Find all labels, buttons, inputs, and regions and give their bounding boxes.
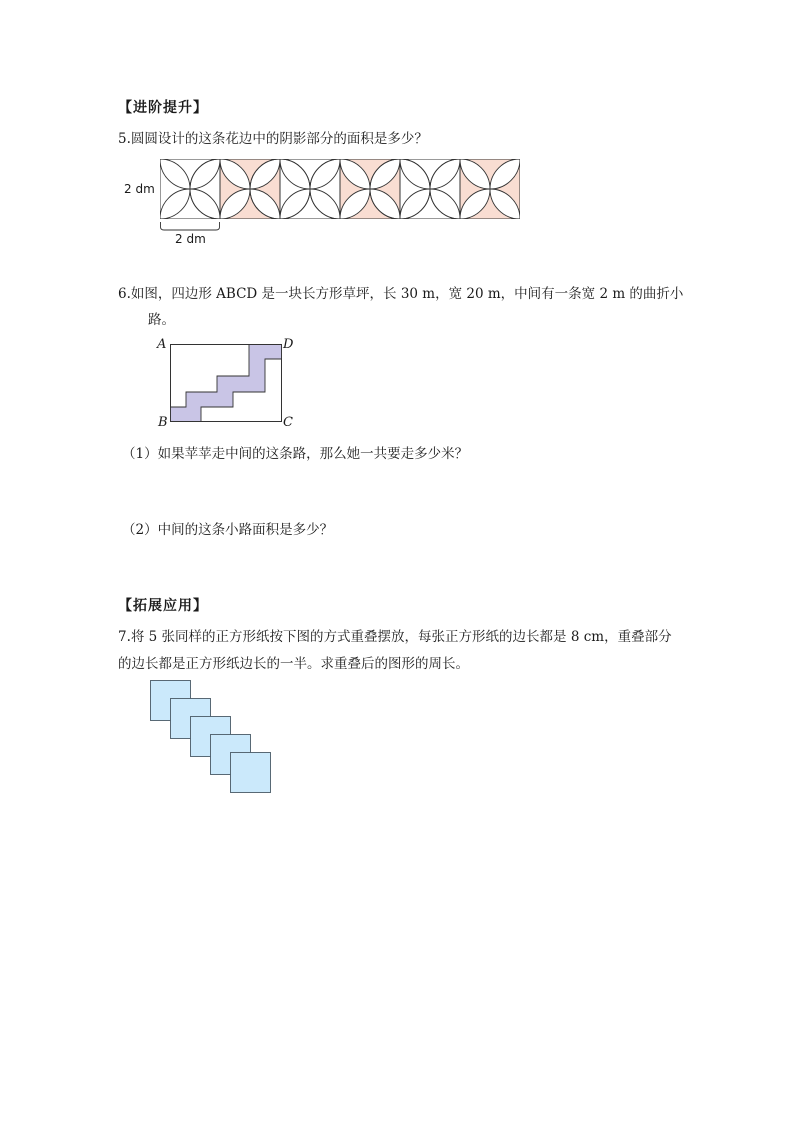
question-6-sub2: （2）中间的这条小路面积是多少？: [122, 522, 334, 538]
q5-height-label: 2 dm: [124, 182, 155, 196]
question-7-text-line2: 的边长都是正方形纸边长的一半。求重叠后的图形的周长。: [118, 656, 469, 672]
q7-square: [231, 753, 271, 793]
q7-squares-figure: [150, 680, 272, 790]
q5-border-pattern-figure: [160, 158, 520, 220]
q6-lawn-figure: [170, 344, 282, 422]
q6-label-d: D: [283, 337, 294, 352]
q6-label-c: C: [283, 415, 293, 430]
question-6-text-line2: 路。: [148, 312, 175, 328]
question-5-text: 5.圆圆设计的这条花边中的阴影部分的面积是多少？: [118, 131, 428, 147]
q6-label-b: B: [158, 415, 168, 430]
question-6-sub1: （1）如果苹苹走中间的这条路，那么她一共要走多少米？: [122, 446, 469, 462]
q5-pattern-cell: [430, 129, 550, 249]
section-heading-advanced: 【进阶提升】: [118, 100, 208, 116]
question-7-text-line1: 7.将 5 张同样的正方形纸按下图的方式重叠摆放，每张正方形纸的边长都是 8 cm，重叠部分: [118, 629, 672, 645]
question-6-text-line1: 6.如图，四边形 ABCD 是一块长方形草坪，长 30 m，宽 20 m，中间有一条宽 2 m 的曲折小: [118, 286, 684, 302]
section-heading-extension: 【拓展应用】: [118, 598, 208, 614]
q5-width-label: 2 dm: [175, 232, 206, 246]
q6-label-a: A: [157, 337, 167, 352]
